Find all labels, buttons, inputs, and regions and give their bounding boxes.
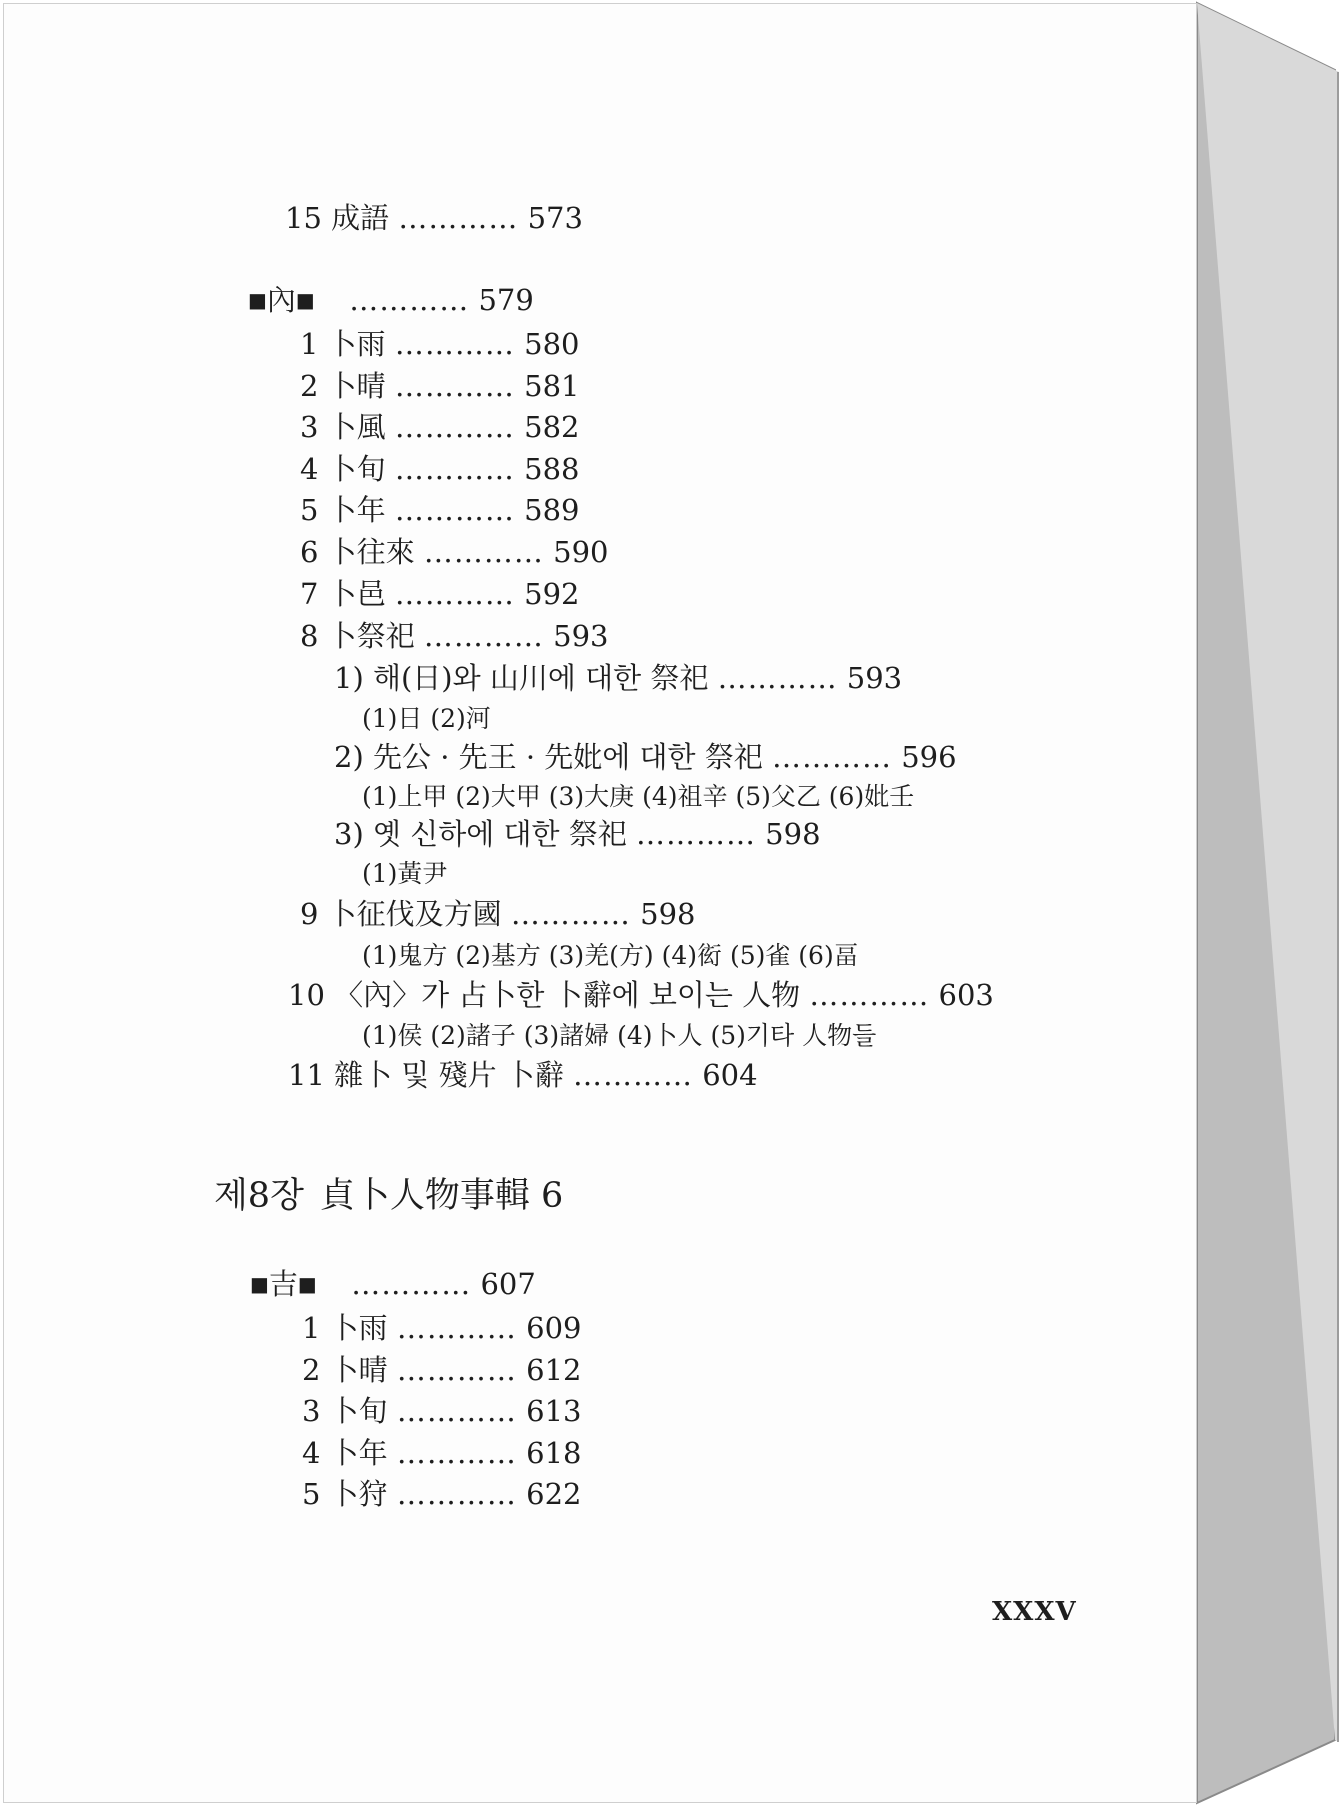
entry-title: 雜卜 및 殘片 卜辭 xyxy=(334,1058,564,1092)
entry-page: 589 xyxy=(524,493,580,527)
toc-entry[interactable] xyxy=(300,534,608,570)
entry-title: 卜年 xyxy=(329,1436,388,1470)
entry-page: 598 xyxy=(765,817,821,851)
entry-number: 4 xyxy=(300,452,319,486)
entry-page: 618 xyxy=(526,1436,582,1470)
entry-page: 613 xyxy=(526,1394,582,1428)
entry-page: 573 xyxy=(527,201,583,235)
section-title: 吉 xyxy=(268,1267,298,1301)
toc-entry[interactable] xyxy=(300,896,695,932)
dot-leader: ………… xyxy=(396,1353,517,1387)
square-bullet-icon: ■ xyxy=(250,1272,269,1296)
dot-leader: ………… xyxy=(772,740,892,774)
dot-leader: ………… xyxy=(423,619,544,653)
toc-entry[interactable] xyxy=(285,200,583,236)
dot-leader: ………… xyxy=(635,817,756,851)
dot-leader: ………… xyxy=(394,452,515,486)
dot-leader: ………… xyxy=(396,1477,517,1511)
section-heading[interactable] xyxy=(250,1266,536,1302)
entry-number: 2 xyxy=(302,1353,321,1387)
subentry-detail: (1)上甲 (2)大甲 (3)大庚 (4)祖辛 (5)父乙 (6)妣壬 xyxy=(362,782,915,811)
entry-number: 7 xyxy=(300,577,319,611)
entry-title: 卜征伐及方國 xyxy=(327,897,502,931)
toc-entry[interactable] xyxy=(302,1435,581,1471)
dot-leader: ………… xyxy=(423,535,544,569)
entry-page: 592 xyxy=(524,577,580,611)
entry-number: 6 xyxy=(300,535,319,569)
entry-page: 609 xyxy=(526,1311,582,1345)
entry-page: 581 xyxy=(524,369,580,403)
toc-entry[interactable] xyxy=(300,368,579,404)
chapter-heading[interactable] xyxy=(214,1174,563,1218)
dot-leader: ………… xyxy=(717,661,838,695)
entry-detail: (1)鬼方 (2)基方 (3)羌(方) (4)衒 (5)雀 (6)畐 xyxy=(362,941,859,970)
entry-title: 成語 xyxy=(331,201,390,235)
dot-leader: ………… xyxy=(394,493,515,527)
entry-page: 598 xyxy=(640,897,696,931)
toc-entry[interactable] xyxy=(300,326,579,362)
dot-leader: ………… xyxy=(809,978,930,1012)
entry-page: 607 xyxy=(480,1267,536,1301)
toc-entry[interactable] xyxy=(302,1476,581,1512)
square-bullet-icon: ■ xyxy=(297,1272,317,1296)
entry-page: 593 xyxy=(553,619,609,653)
entry-page: 588 xyxy=(524,452,580,486)
page-number: XXXV xyxy=(992,1597,1077,1627)
square-bullet-icon: ■ xyxy=(248,288,267,312)
toc-entry[interactable] xyxy=(302,1352,581,1388)
entry-page: 580 xyxy=(524,327,580,361)
entry-page: 593 xyxy=(846,661,903,695)
dot-leader: ………… xyxy=(396,1394,517,1428)
subentry-detail: (1)日 (2)河 xyxy=(362,704,491,733)
toc-subentry[interactable] xyxy=(334,816,821,852)
entry-detail: (1)侯 (2)諸子 (3)諸婦 (4)卜人 (5)기타 人物들 xyxy=(362,1021,877,1050)
subentry-title: 1) 해(日)와 山川에 대한 祭祀 xyxy=(334,661,709,695)
entry-title: 卜往來 xyxy=(327,535,415,569)
dot-leader: ………… xyxy=(510,897,631,931)
entry-title: 卜年 xyxy=(327,493,386,527)
entry-number: 15 xyxy=(285,201,322,235)
entry-number: 1 xyxy=(300,327,319,361)
dot-leader: ………… xyxy=(349,283,470,317)
entry-title: 〈內〉가 占卜한 卜辭에 보이는 人物 xyxy=(334,978,801,1012)
toc-entry[interactable] xyxy=(302,1393,581,1429)
entry-number: 5 xyxy=(302,1477,321,1511)
section-title: 內 xyxy=(266,283,296,317)
entry-number: 9 xyxy=(300,897,319,931)
entry-number: 2 xyxy=(300,369,319,403)
dot-leader: ………… xyxy=(394,327,515,361)
entry-number: 5 xyxy=(300,493,319,527)
entry-number: 8 xyxy=(300,619,319,653)
dot-leader: ………… xyxy=(351,1267,472,1301)
toc-entry[interactable] xyxy=(300,576,579,612)
entry-number: 3 xyxy=(300,410,319,444)
entry-page: 590 xyxy=(553,535,609,569)
dot-leader: ………… xyxy=(573,1058,694,1092)
entry-title: 卜雨 xyxy=(329,1311,388,1345)
subentry-title: 2) 先公 · 先王 · 先妣에 대한 祭祀 xyxy=(334,740,763,774)
entry-page: 603 xyxy=(938,978,994,1012)
entry-number: 3 xyxy=(302,1394,321,1428)
subentry-detail: (1)黃尹 xyxy=(362,859,448,888)
entry-title: 卜雨 xyxy=(327,327,386,361)
dot-leader: ………… xyxy=(396,1436,517,1470)
dot-leader: ………… xyxy=(394,410,515,444)
toc-entry[interactable] xyxy=(288,1057,758,1093)
section-heading[interactable] xyxy=(248,282,534,318)
entry-title: 卜旬 xyxy=(327,452,386,486)
chapter-label: 제8장 xyxy=(214,1176,304,1216)
entry-page: 579 xyxy=(478,283,534,317)
dot-leader: ………… xyxy=(398,201,519,235)
toc-entry[interactable] xyxy=(288,977,994,1013)
entry-page: 612 xyxy=(526,1353,582,1387)
entry-title: 卜邑 xyxy=(327,577,386,611)
entry-title: 卜晴 xyxy=(329,1353,388,1387)
chapter-title: 貞卜人物事輯 6 xyxy=(319,1176,564,1216)
entry-number: 4 xyxy=(302,1436,321,1470)
dot-leader: ………… xyxy=(394,369,515,403)
toc-subentry[interactable] xyxy=(334,739,957,775)
entry-title: 卜旬 xyxy=(329,1394,388,1428)
toc-page xyxy=(3,3,1197,1803)
toc-entry[interactable] xyxy=(300,492,579,528)
entry-title: 卜祭祀 xyxy=(327,619,415,653)
toc-entry[interactable] xyxy=(300,451,579,487)
entry-title: 卜晴 xyxy=(327,369,386,403)
toc-entry[interactable] xyxy=(300,618,608,654)
square-bullet-icon: ■ xyxy=(295,288,315,312)
entry-number: 1 xyxy=(302,1311,321,1345)
toc-subentry[interactable] xyxy=(334,660,902,696)
entry-number: 11 xyxy=(288,1058,325,1092)
toc-entry[interactable] xyxy=(302,1310,581,1346)
entry-title: 卜風 xyxy=(327,410,386,444)
entry-page: 582 xyxy=(524,410,580,444)
entry-page: 596 xyxy=(901,740,957,774)
entry-number: 10 xyxy=(288,978,325,1012)
dot-leader: ………… xyxy=(396,1311,517,1345)
entry-page: 622 xyxy=(526,1477,582,1511)
dot-leader: ………… xyxy=(394,577,515,611)
entry-title: 卜狩 xyxy=(329,1477,388,1511)
toc-entry[interactable] xyxy=(300,409,579,445)
subentry-title: 3) 옛 신하에 대한 祭祀 xyxy=(334,817,627,851)
entry-page: 604 xyxy=(702,1058,758,1092)
